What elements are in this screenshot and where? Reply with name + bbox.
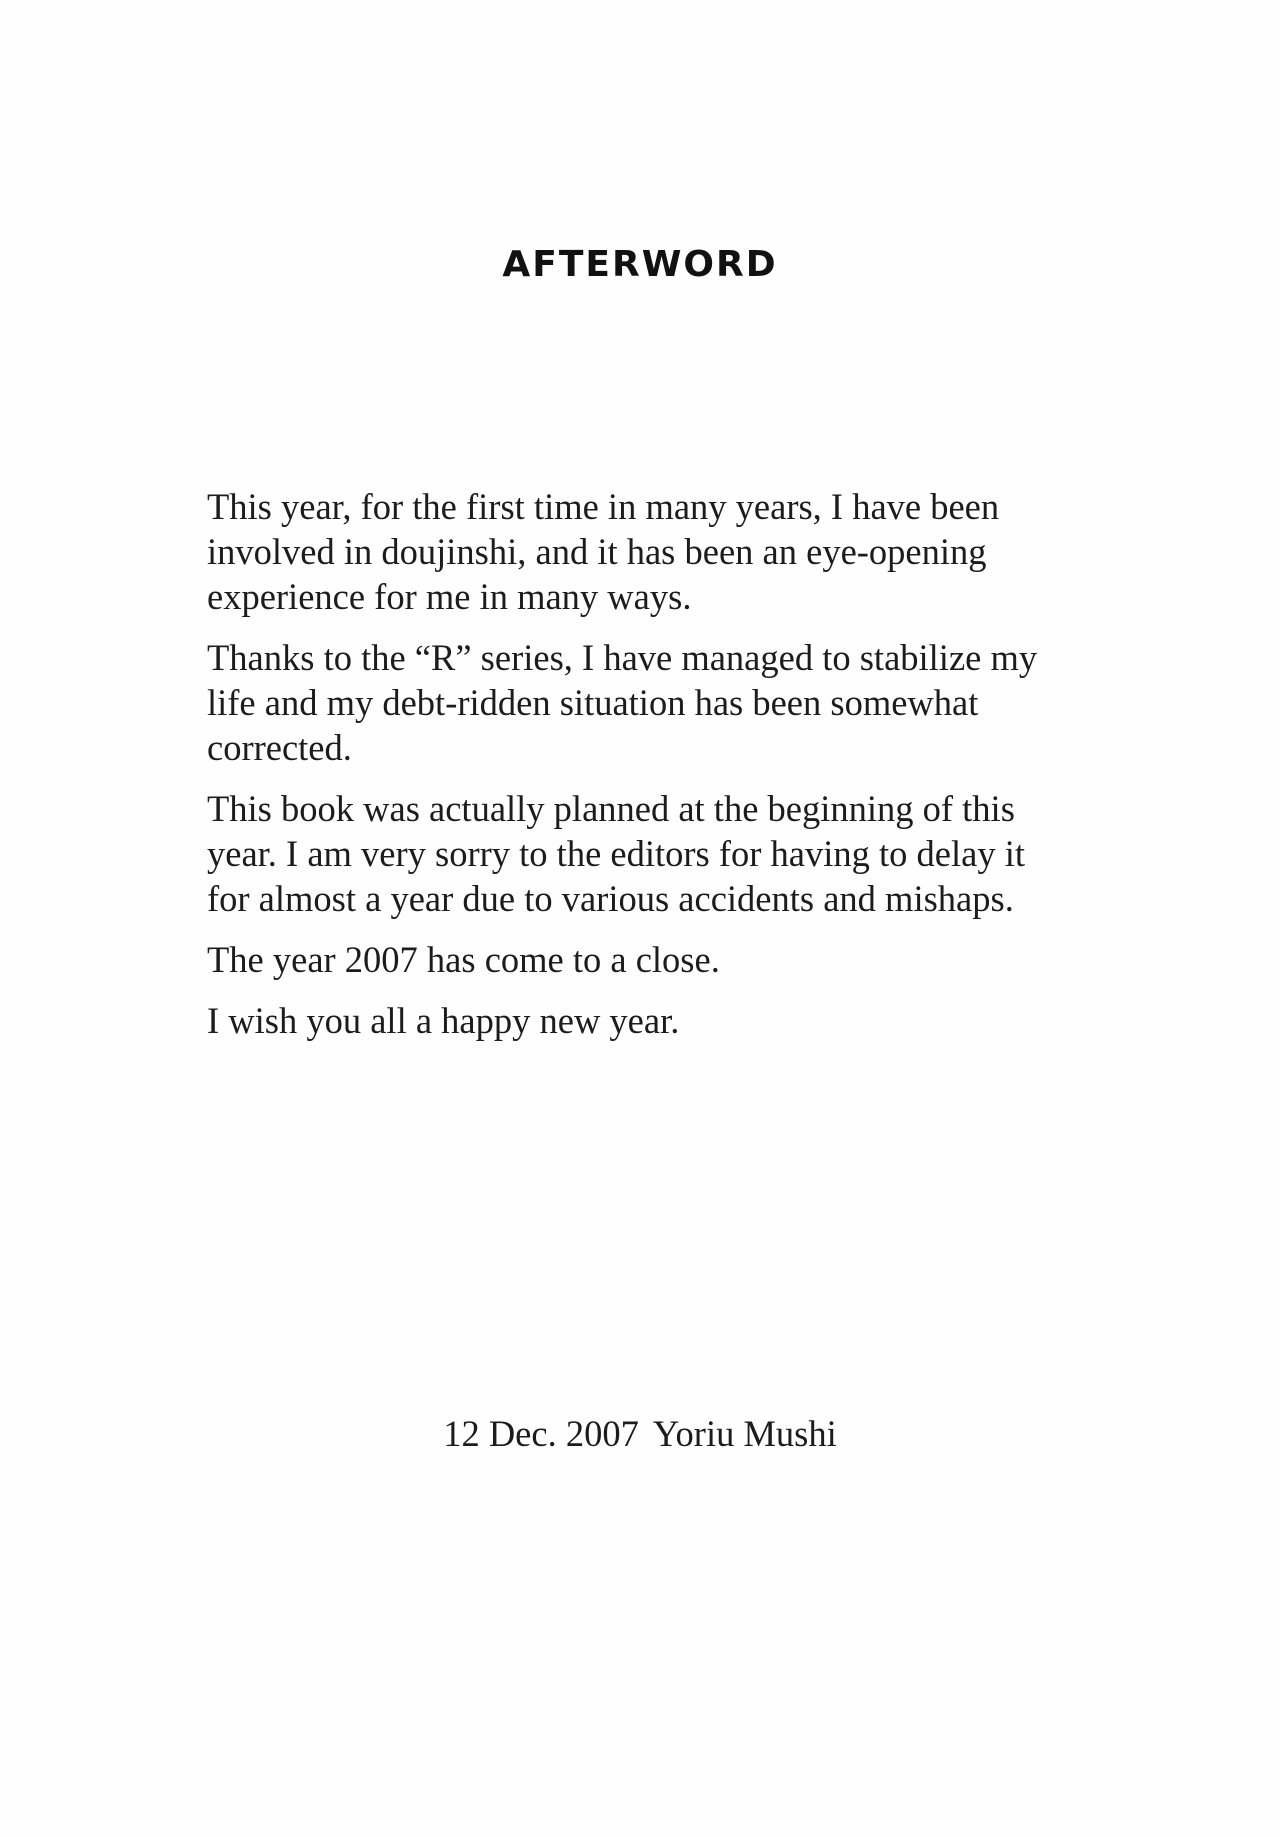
page-title: AFTERWORD: [502, 244, 778, 285]
paragraph-3: This book was actually planned at the beginning of this year. I am very sorry to the editors for having to delay it for almost a year due to various accidents and mishaps.: [207, 788, 1025, 919]
paragraph-2: Thanks to the “R” series, I have managed to stabilize my life and my debt-ridden situation has been somewhat corrected.: [207, 637, 1038, 768]
paragraph-4: The year 2007 has come to a close.: [207, 939, 720, 980]
signature-author: Yoriu Mushi: [652, 1413, 837, 1454]
paragraph-5: I wish you all a happy new year.: [207, 1000, 680, 1041]
signature-line: [0, 1412, 1280, 1455]
paragraph-1: This year, for the first time in many years, I have been involved in doujinshi, and it has been an eye-opening experience for me in many ways.: [207, 486, 1000, 617]
afterword-body: [207, 484, 1067, 1059]
signature-date: 12 Dec. 2007: [443, 1413, 639, 1454]
